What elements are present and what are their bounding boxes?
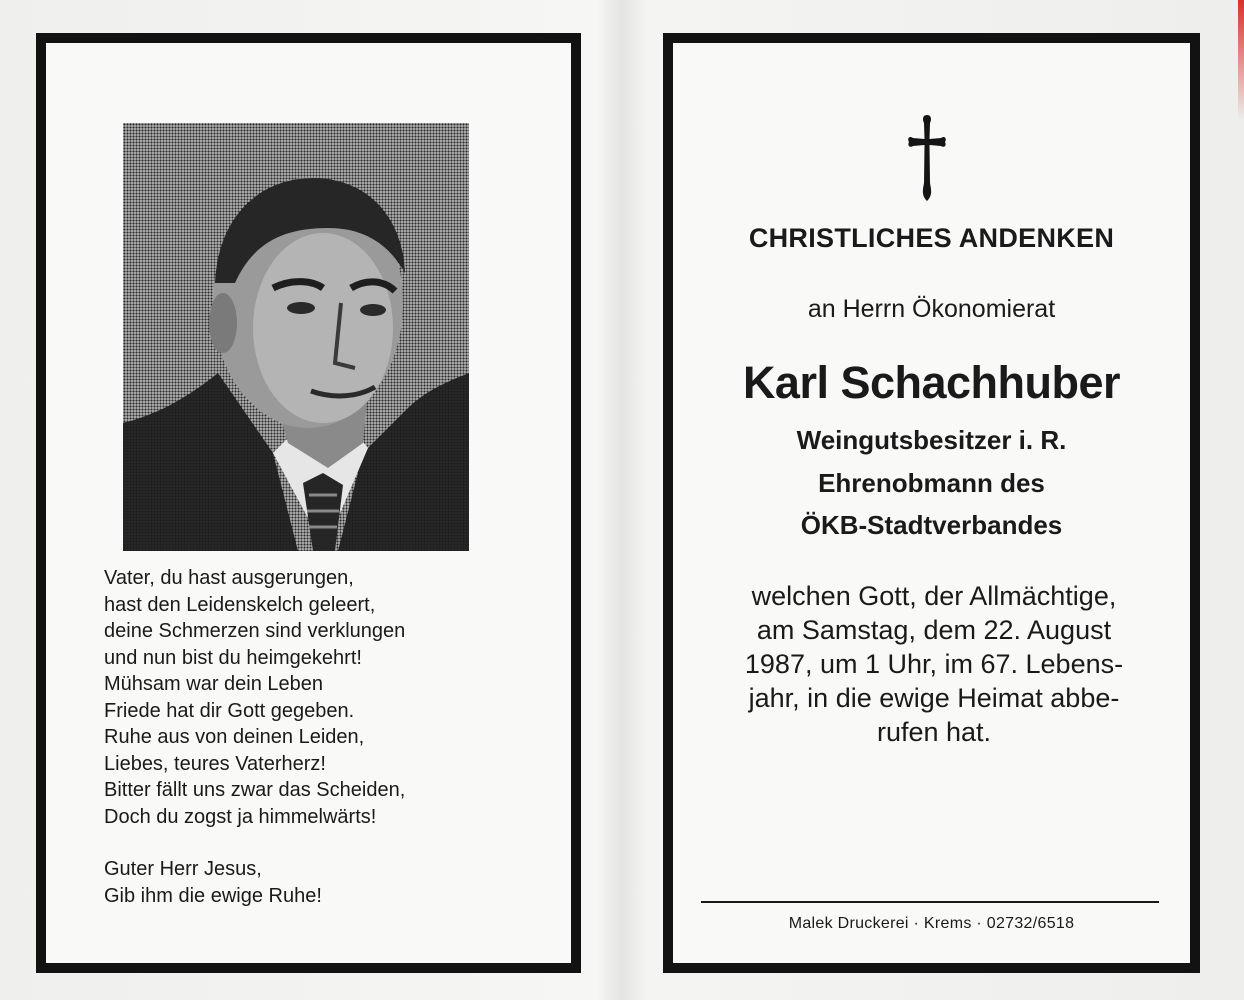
poem-line: Bitter fällt uns zwar das Scheiden, <box>104 779 406 801</box>
poem-line: und nun bist du heimgekehrt! <box>104 646 362 669</box>
death-notice-text <box>699 579 1169 749</box>
poem-text <box>104 565 564 909</box>
portrait-photo <box>123 123 469 551</box>
poem-line: deine Schmerzen sind verklungen <box>104 620 406 642</box>
poem-line: Friede hat dir Gott gegeben. <box>104 699 355 722</box>
right-panel <box>663 33 1200 973</box>
prayer-line: Gib ihm die ewige Ruhe! <box>104 884 322 907</box>
salutation: an Herrn Ökonomierat <box>807 295 1056 323</box>
notice-line: jahr, in die ewige Heimat abbe- <box>748 683 1120 713</box>
notice-line: am Samstag, dem 22. August <box>756 615 1112 645</box>
poem-line: Doch du zogst ja himmelwärts! <box>104 805 377 828</box>
notice-line: rufen hat. <box>876 717 992 747</box>
cross-icon <box>907 113 947 203</box>
poem-line: Mühsam war dein Leben <box>104 673 324 695</box>
notice-line: 1987, um 1 Uhr, im 67. Lebens- <box>744 649 1124 679</box>
notice-line: welchen Gott, der Allmächtige, <box>751 581 1117 611</box>
deceased-name: Karl Schachhuber <box>742 357 1121 408</box>
poem-line: Vater, du hast ausgerungen, <box>104 567 354 589</box>
poem-line: hast den Leidenskelch geleert, <box>104 593 376 616</box>
stanza-gap <box>104 830 564 856</box>
divider-rule <box>701 901 1159 903</box>
left-panel <box>36 33 581 973</box>
poem-line: Liebes, teures Vaterherz! <box>104 752 326 775</box>
printer-imprint: Malek Druckerei · Krems · 02732/6518 <box>788 915 1075 932</box>
card-heading: CHRISTLICHES ANDENKEN <box>748 223 1115 253</box>
poem-line: Ruhe aus von deinen Leiden, <box>104 726 365 748</box>
red-edge-strip <box>1238 0 1244 120</box>
title-line: ÖKB-Stadtverbandes <box>800 510 1063 540</box>
title-line: Ehrenobmann des <box>818 468 1045 498</box>
prayer-line: Guter Herr Jesus, <box>104 858 262 880</box>
title-line: Weingutsbesitzer i. R. <box>796 425 1067 455</box>
